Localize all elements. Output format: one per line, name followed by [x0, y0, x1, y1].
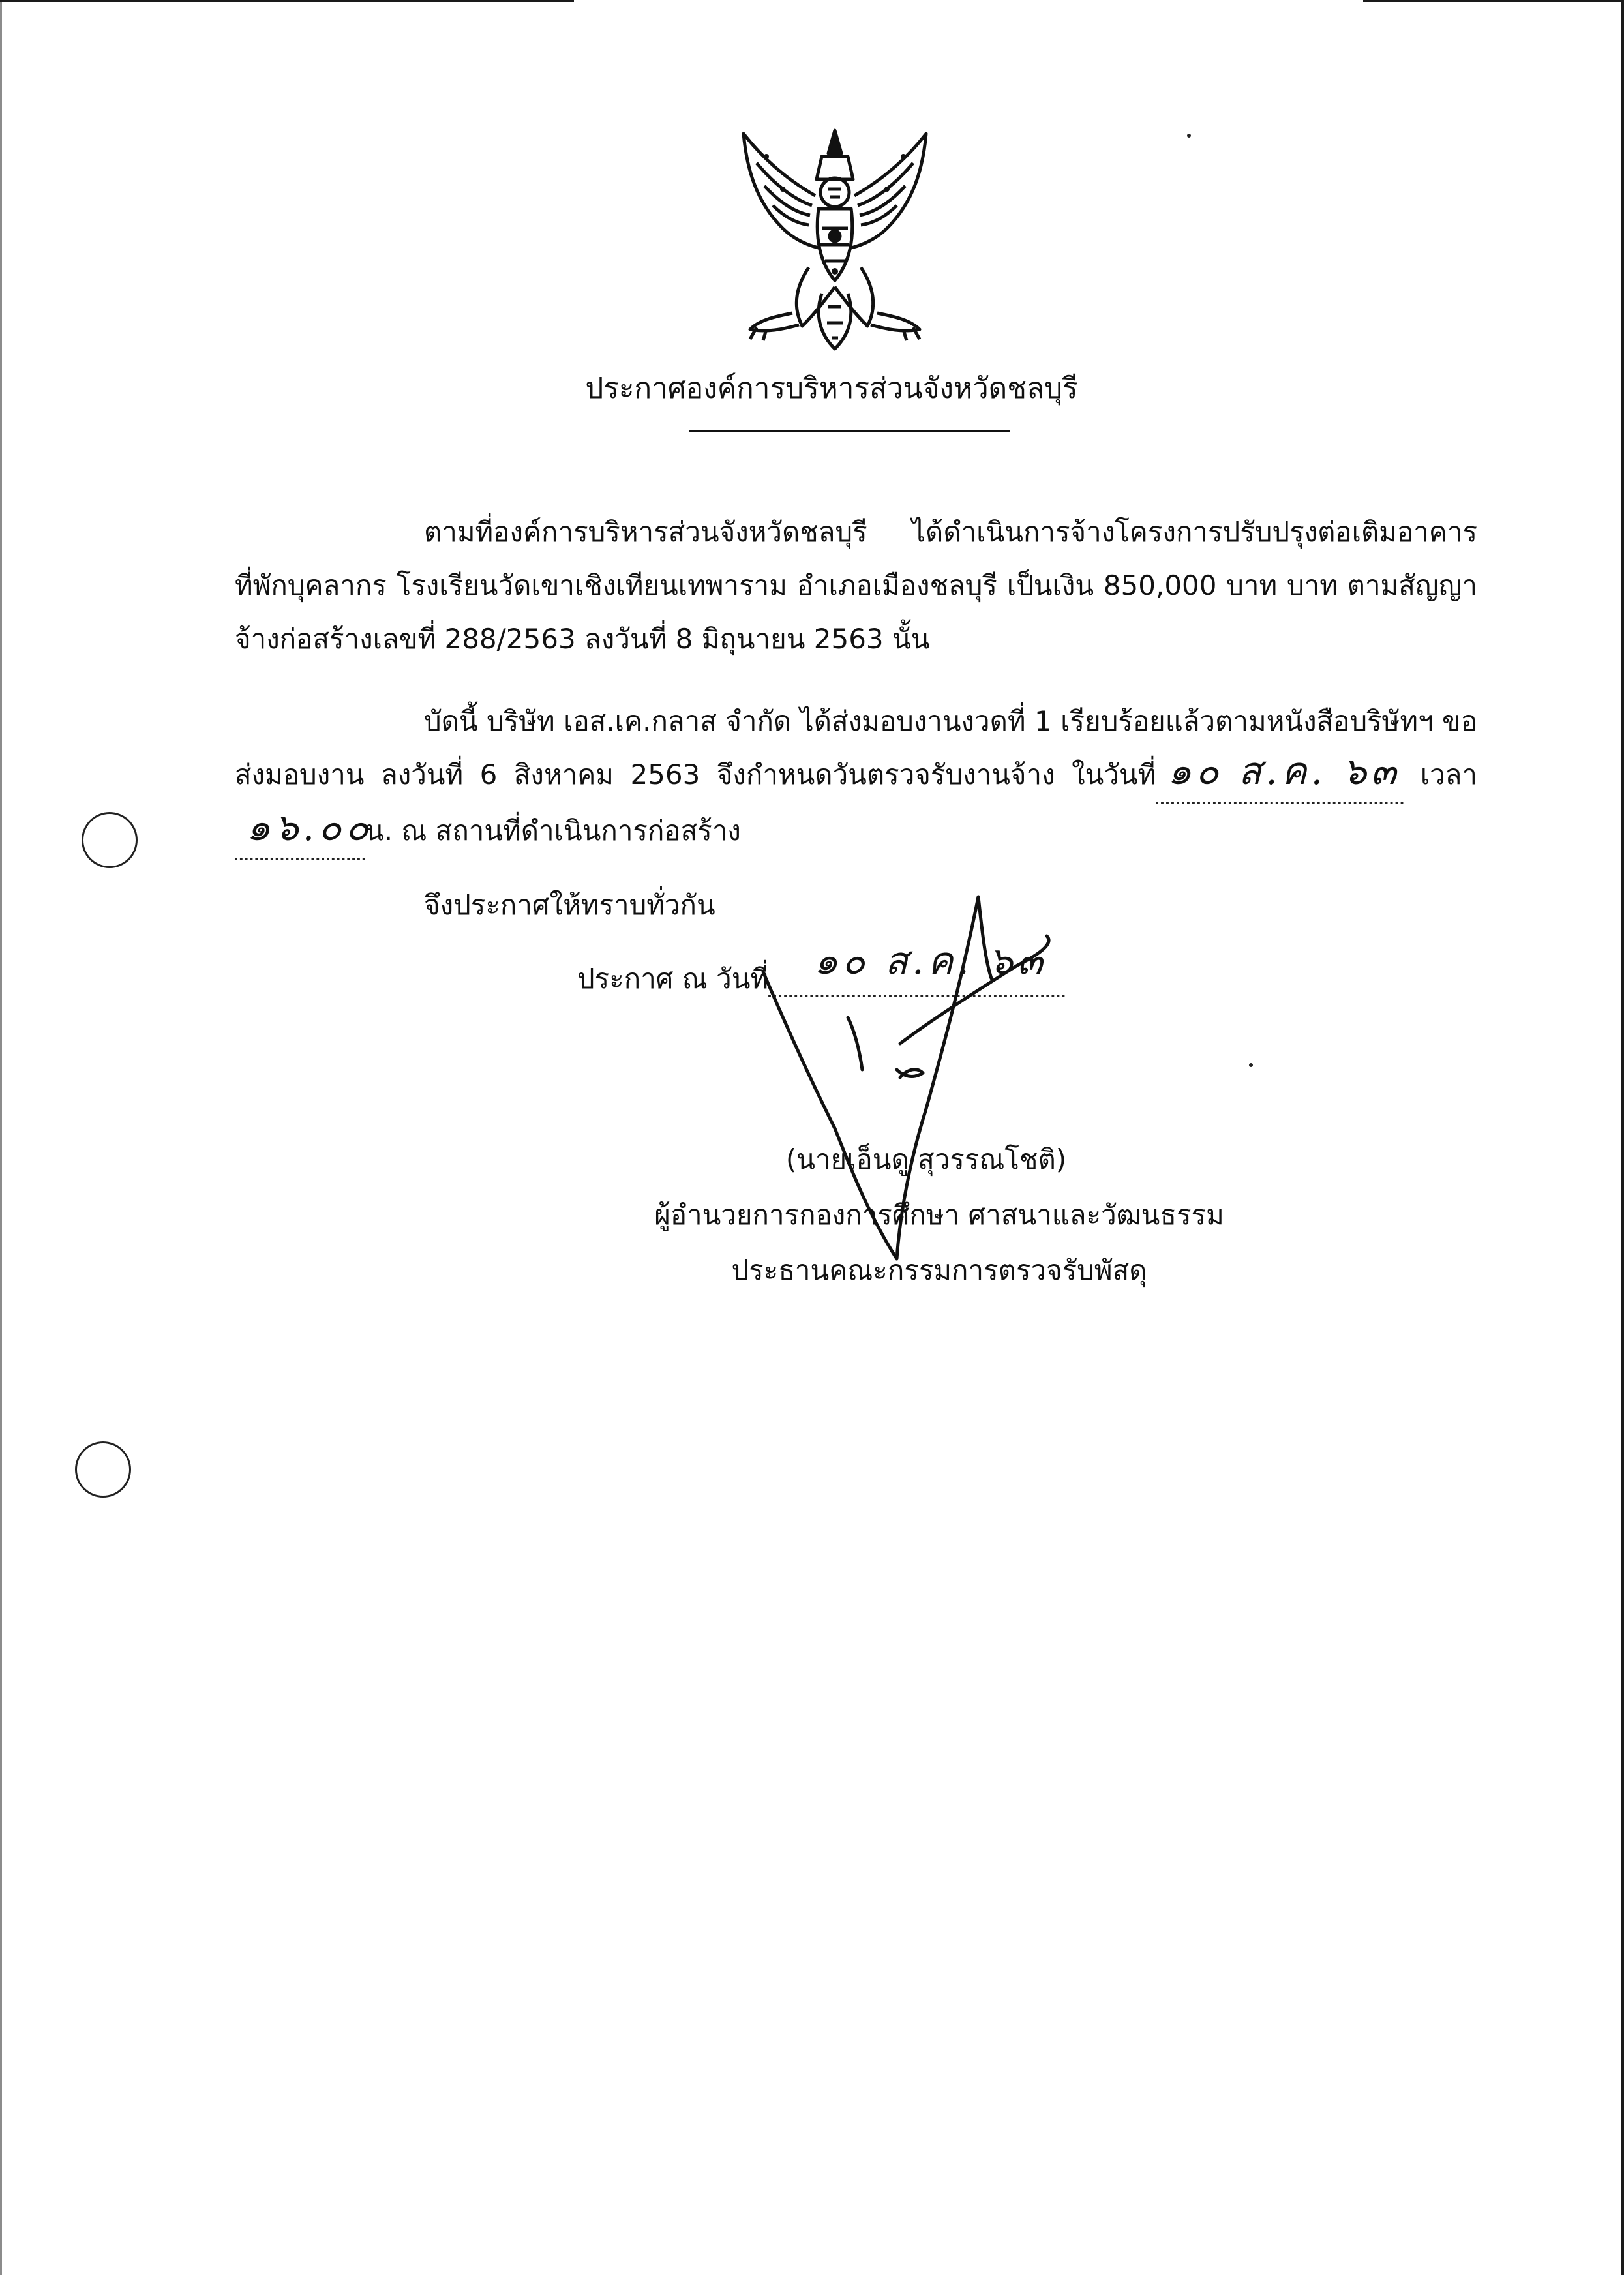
signatory-committee-role: ประธานคณะกรรมการตรวจรับพัสดุ: [731, 1254, 1147, 1286]
inspection-date-field: [1156, 748, 1404, 804]
scan-edge-top-left: [0, 0, 574, 2]
announcement-date-field: [768, 939, 1065, 997]
scan-edge-left: [0, 0, 2, 2275]
handwritten-inspection-date: ๑๐ ส.ค. ๖๓: [1167, 749, 1400, 793]
location-text: น. ณ สถานที่ดำเนินการก่อสร้าง: [365, 815, 741, 847]
scan-speck: [1187, 134, 1191, 138]
paragraph-delivery: [235, 695, 1477, 860]
announcement-title: ประกาศองค์การบริหารส่วนจังหวัดชลบุรี: [585, 372, 1078, 405]
handwritten-inspection-time: ๑๖.๐๐: [247, 805, 372, 849]
title-underline: [689, 430, 1010, 432]
delivery-text: บัดนี้ บริษัท เอส.เค.กลาส จำกัด ได้ส่งมอบงานงวดที่ 1 เรียบร้อยแล้วตามหนังสือบริษัทฯ ขอส่งมอบงาน ลงวันที่ 6 สิงหาคม 2563 จึงกำหนดวันตรวจรับงานจ้าง ในวันที่: [235, 705, 1477, 791]
scan-speck: [1249, 1063, 1253, 1067]
punch-hole-lower: [75, 1441, 131, 1498]
signatory-position: ผู้อำนวยการกองการศึกษา ศาสนาและวัฒนธรรม: [654, 1199, 1224, 1231]
announcement-date-label: ประกาศ ณ วันที่: [577, 963, 769, 995]
garuda-emblem-icon: [730, 117, 939, 359]
announcement-date-line: [577, 939, 1065, 1001]
closing-statement: จึงประกาศให้ทราบทั่วกัน: [424, 889, 715, 921]
time-label: เวลา: [1420, 759, 1477, 791]
punch-hole-upper: [82, 812, 138, 868]
scan-edge-top-right: [1363, 0, 1624, 2]
paragraph-contract: ตามที่องค์การบริหารส่วนจังหวัดชลบุรี ได้ดำเนินการจ้างโครงการปรับปรุงต่อเติมอาคารที่พักบุคลากร โรงเรียนวัดเขาเชิงเทียนเทพาราม อำเภอเมืองชลบุรี เป็นเงิน 850,000 บาท บาท ตามสัญญาจ้างก่อสร้างเลขที่ 288/2563 ลงวันที่ 8 มิถุนายน 2563 นั้น: [235, 516, 1477, 655]
signatory-name: (นายเอ็นดู สุวรรณโชติ): [785, 1143, 1067, 1175]
inspection-time-field: [235, 804, 372, 860]
scan-edge-right: [1621, 0, 1624, 2275]
handwritten-announcement-date: ๑๐ ส.ค. ๖๓: [814, 939, 1047, 983]
